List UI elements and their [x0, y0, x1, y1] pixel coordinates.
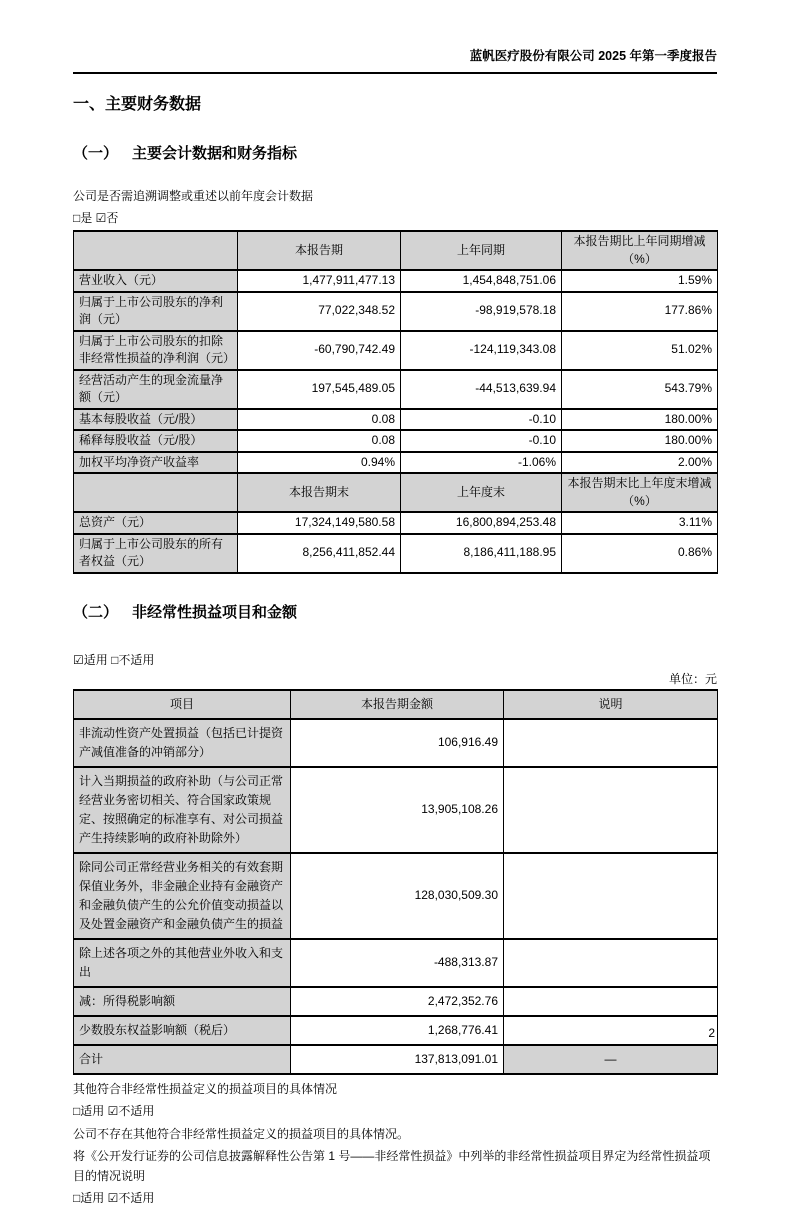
col-header-note: 说明 — [504, 690, 718, 719]
corner-cell — [74, 473, 238, 512]
metric-change-value: 177.86% — [562, 292, 718, 331]
non-recurring-items-table — [73, 689, 718, 1075]
item-amount: 1,268,776.41 — [291, 1016, 504, 1045]
item-label: 除同公司正常经营业务相关的有效套期保值业务外，非金融企业持有金融资产和金融负债产生的公允价值变动损益以及处置金融资产和金融负债产生的损益 — [74, 853, 291, 939]
item-label: 非流动性资产处置损益（包括已计提资产减值准备的冲销部分） — [74, 719, 291, 767]
metric-change-value: 180.00% — [562, 409, 718, 431]
item-note — [504, 1016, 718, 1045]
period-end-header-row — [74, 473, 718, 512]
other-items-statement: 公司不存在其他符合非经常性损益定义的损益项目的具体情况。 — [73, 1126, 410, 1141]
metric-current-value: 0.08 — [238, 409, 401, 431]
section1-subheading — [73, 144, 717, 163]
col-header-prior-year-end: 上年度末 — [401, 473, 562, 512]
col-header-amount: 本报告期金额 — [291, 690, 504, 719]
col-header-period-end: 本报告期末 — [238, 473, 401, 512]
corner-cell — [74, 231, 238, 270]
section2-heading-number: （二） — [73, 603, 119, 621]
metric-current-value: 77,022,348.52 — [238, 292, 401, 331]
table-row — [74, 512, 718, 534]
metric-change-value: 0.86% — [562, 534, 718, 573]
table-row — [74, 270, 718, 292]
table-row — [74, 331, 718, 370]
unit-label: 单位：元 — [668, 671, 717, 686]
key-financials-table — [73, 230, 718, 574]
col-header-end-change: 本报告期末比上年度末增减（%） — [562, 473, 718, 512]
total-row — [74, 1045, 718, 1074]
item-amount: 106,916.49 — [291, 719, 504, 767]
item-label: 少数股东权益影响额（税后） — [74, 1016, 291, 1045]
section1-subheading-text: 主要会计数据和财务指标 — [132, 145, 298, 162]
table-row — [74, 452, 718, 474]
table-header-row — [74, 690, 718, 719]
metric-prior-value: -44,513,639.94 — [401, 370, 562, 409]
metric-prior-value: 8,186,411,188.95 — [401, 534, 562, 573]
document-header-title: 蓝帆医疗股份有限公司 2025 年第一季度报告 — [469, 49, 717, 63]
metric-label: 稀释每股收益（元/股） — [74, 430, 238, 452]
item-label: 减：所得税影响额 — [74, 987, 291, 1016]
metric-label: 加权平均净资产收益率 — [74, 452, 238, 474]
item-label: 计入当期损益的政府补助（与公司正常经营业务密切相关、符合国家政策规定、按照确定的标准享有、对公司损益产生持续影响的政府补助除外） — [74, 767, 291, 853]
metric-current-value: 0.08 — [238, 430, 401, 452]
item-amount: 13,905,108.26 — [291, 767, 504, 853]
col-header-item: 项目 — [74, 690, 291, 719]
metric-prior-value: -0.10 — [401, 409, 562, 431]
metric-label: 归属于上市公司股东的扣除非经常性损益的净利润（元） — [74, 331, 238, 370]
table-row — [74, 853, 718, 939]
table-row — [74, 409, 718, 431]
metric-change-value: 1.59% — [562, 270, 718, 292]
page-content — [73, 0, 717, 1209]
metric-prior-value: 1,454,848,751.06 — [401, 270, 562, 292]
section2-heading — [73, 603, 717, 622]
item-amount: 2,472,352.76 — [291, 987, 504, 1016]
col-header-prior-period: 上年同期 — [401, 231, 562, 270]
page-number: 2 — [708, 1026, 715, 1040]
metric-label: 归属于上市公司股东的所有者权益（元） — [74, 534, 238, 573]
table-row — [74, 987, 718, 1016]
item-note — [504, 767, 718, 853]
other-items-checkboxes: □适用 ☑不适用 — [73, 1104, 155, 1118]
metric-prior-value: 16,800,894,253.48 — [401, 512, 562, 534]
metric-label: 营业收入（元） — [74, 270, 238, 292]
total-amount: 137,813,091.01 — [291, 1045, 504, 1074]
section1-heading: 一、主要财务数据 — [73, 96, 202, 113]
other-items-title: 其他符合非经常性损益定义的损益项目的具体情况 — [73, 1081, 338, 1096]
metric-current-value: 197,545,489.05 — [238, 370, 401, 409]
table-row — [74, 292, 718, 331]
restatement-question: 公司是否需追溯调整或重述以前年度会计数据 — [73, 189, 314, 203]
table-row — [74, 370, 718, 409]
table-row — [74, 1016, 718, 1045]
metric-prior-value: -124,119,343.08 — [401, 331, 562, 370]
metric-prior-value: -98,919,578.18 — [401, 292, 562, 331]
item-note — [504, 853, 718, 939]
item-label: 除上述各项之外的其他营业外收入和支出 — [74, 939, 291, 987]
col-header-change: 本报告期比上年同期增减（%） — [562, 231, 718, 270]
metric-current-value: 17,324,149,580.58 — [238, 512, 401, 534]
metric-change-value: 51.02% — [562, 331, 718, 370]
item-amount: 128,030,509.30 — [291, 853, 504, 939]
item-note — [504, 719, 718, 767]
metric-current-value: -60,790,742.49 — [238, 331, 401, 370]
table-row — [74, 767, 718, 853]
table-row — [74, 939, 718, 987]
metric-label: 归属于上市公司股东的净利润（元） — [74, 292, 238, 331]
metric-change-value: 543.79% — [562, 370, 718, 409]
metric-change-value: 2.00% — [562, 452, 718, 474]
period-header-row — [74, 231, 718, 270]
table-row — [74, 430, 718, 452]
section2-heading-text: 非经常性损益项目和金额 — [132, 603, 298, 621]
metric-label: 基本每股收益（元/股） — [74, 409, 238, 431]
item-note — [504, 939, 718, 987]
metric-change-value: 180.00% — [562, 430, 718, 452]
document-header — [73, 0, 717, 74]
metric-label: 总资产（元） — [74, 512, 238, 534]
metric-current-value: 0.94% — [238, 452, 401, 474]
table-row — [74, 534, 718, 573]
definition-checkboxes: □适用 ☑不适用 — [73, 1191, 155, 1205]
metric-change-value: 3.11% — [562, 512, 718, 534]
item-amount: -488,313.87 — [291, 939, 504, 987]
metric-current-value: 8,256,411,852.44 — [238, 534, 401, 573]
applicability-checkboxes: ☑适用 □不适用 — [73, 652, 155, 667]
section1-subheading-number: （一） — [73, 145, 119, 162]
table-row — [74, 719, 718, 767]
total-label: 合计 — [74, 1045, 291, 1074]
restatement-checkboxes: □是 ☑否 — [73, 211, 119, 225]
definition-note: 将《公开发行证券的公司信息披露解释性公告第 1 号——非经常性损益》中列举的非经常性损益项目界定为经常性损益项目的情况说明 — [73, 1149, 711, 1183]
item-note — [504, 987, 718, 1016]
metric-prior-value: -0.10 — [401, 430, 562, 452]
metric-prior-value: -1.06% — [401, 452, 562, 474]
total-note: — — [504, 1045, 718, 1074]
metric-label: 经营活动产生的现金流量净额（元） — [74, 370, 238, 409]
metric-current-value: 1,477,911,477.13 — [238, 270, 401, 292]
col-header-current-period: 本报告期 — [238, 231, 401, 270]
